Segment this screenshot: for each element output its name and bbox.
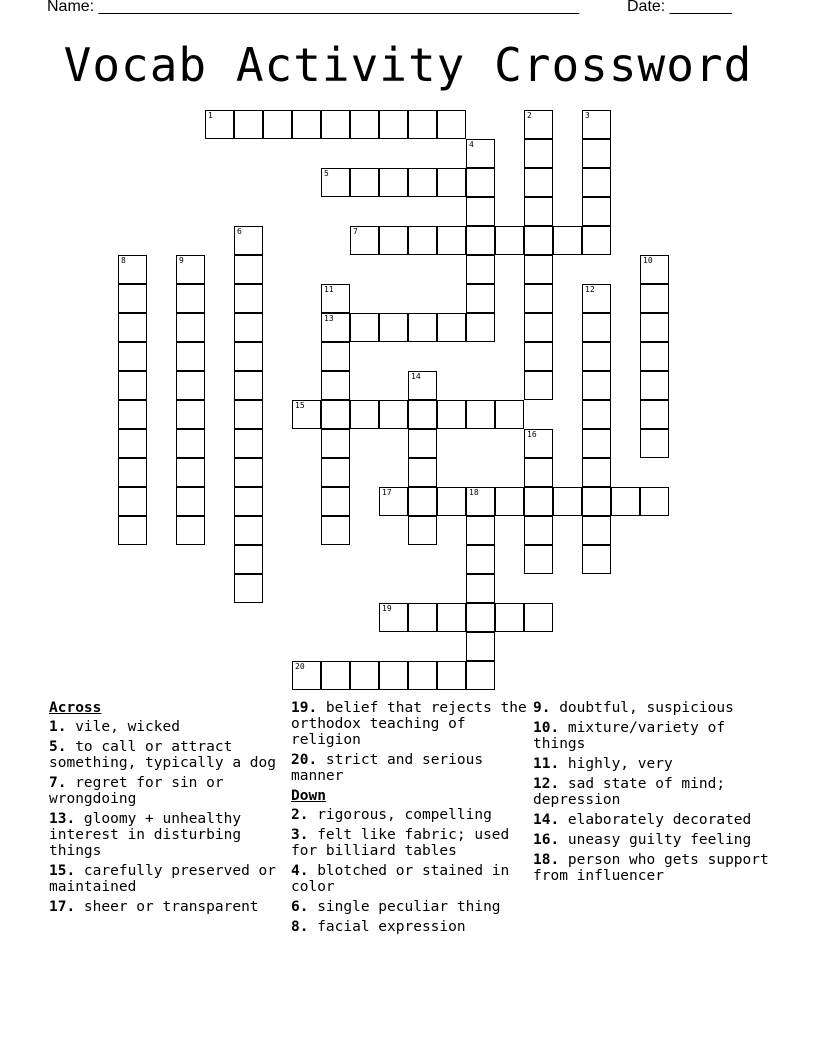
crossword-cell[interactable]	[379, 661, 408, 690]
crossword-cell[interactable]	[466, 284, 495, 313]
crossword-cell[interactable]	[234, 458, 263, 487]
crossword-cell[interactable]	[321, 487, 350, 516]
clue-item	[533, 720, 773, 752]
crossword-cell[interactable]	[176, 313, 205, 342]
down-heading: Down	[291, 788, 326, 804]
crossword-cell[interactable]	[292, 400, 321, 429]
clue-number: 10.	[533, 720, 560, 736]
crossword-cell[interactable]	[524, 139, 553, 168]
clue-column-3	[533, 700, 773, 888]
crossword-cell[interactable]	[118, 255, 147, 284]
crossword-cell[interactable]	[176, 255, 205, 284]
clue-text: belief that rejects the orthodox teaching of religion	[291, 700, 527, 748]
crossword-cell[interactable]	[437, 110, 466, 139]
clue-item	[49, 739, 287, 771]
clue-text: carefully preserved or maintained	[49, 863, 276, 895]
clue-column-2	[291, 700, 531, 939]
crossword-cell[interactable]	[321, 429, 350, 458]
clue-text: sheer or transparent	[75, 899, 259, 915]
crossword-cell[interactable]	[524, 197, 553, 226]
clue-text: blotched or stained in color	[291, 863, 510, 895]
clue-item	[291, 807, 531, 823]
crossword-cell[interactable]	[379, 168, 408, 197]
crossword-cell[interactable]	[640, 487, 669, 516]
clue-text: to call or attract something, typically a dog	[49, 739, 276, 771]
clue-text: highly, very	[559, 756, 673, 772]
clue-number-label: 17	[382, 488, 392, 497]
crossword-cell[interactable]	[118, 371, 147, 400]
clue-text: facial expression	[308, 919, 466, 935]
clue-number-label: 4	[469, 140, 474, 149]
clue-item	[291, 827, 531, 859]
crossword-cell[interactable]	[350, 661, 379, 690]
crossword-cell[interactable]	[176, 371, 205, 400]
crossword-cell[interactable]	[582, 342, 611, 371]
clue-number-label: 20	[295, 662, 305, 671]
crossword-cell[interactable]	[640, 400, 669, 429]
crossword-cell[interactable]	[524, 168, 553, 197]
crossword-cell[interactable]	[321, 661, 350, 690]
crossword-cell[interactable]	[466, 400, 495, 429]
crossword-cell[interactable]	[321, 400, 350, 429]
crossword-cell[interactable]	[640, 313, 669, 342]
crossword-cell[interactable]	[524, 371, 553, 400]
crossword-cell[interactable]	[524, 110, 553, 139]
crossword-cell[interactable]	[408, 400, 437, 429]
crossword-cell[interactable]	[292, 110, 321, 139]
crossword-cell[interactable]	[176, 516, 205, 545]
crossword-cell[interactable]	[495, 400, 524, 429]
clue-number-label: 10	[643, 256, 653, 265]
crossword-cell[interactable]	[466, 545, 495, 574]
crossword-cell[interactable]	[466, 574, 495, 603]
crossword-cell[interactable]	[524, 545, 553, 574]
crossword-cell[interactable]	[640, 255, 669, 284]
crossword-cell[interactable]	[234, 110, 263, 139]
clue-number: 13.	[49, 811, 76, 827]
crossword-cell[interactable]	[437, 313, 466, 342]
crossword-cell[interactable]	[466, 516, 495, 545]
clue-number: 2.	[291, 807, 309, 823]
clue-number: 18.	[533, 852, 560, 868]
crossword-cell[interactable]	[640, 284, 669, 313]
crossword-cell[interactable]	[466, 168, 495, 197]
clue-item	[291, 899, 531, 915]
clue-number: 16.	[533, 832, 560, 848]
clue-item	[533, 700, 773, 716]
crossword-cell[interactable]	[292, 661, 321, 690]
crossword-cell[interactable]	[350, 313, 379, 342]
crossword-cell[interactable]	[466, 632, 495, 661]
crossword-cell[interactable]	[350, 168, 379, 197]
crossword-cell[interactable]	[582, 168, 611, 197]
clue-number: 1.	[49, 719, 67, 735]
crossword-cell[interactable]	[524, 516, 553, 545]
clue-text: mixture/variety of things	[533, 720, 726, 752]
crossword-cell[interactable]	[582, 400, 611, 429]
clue-number-label: 1	[208, 111, 213, 120]
crossword-cell[interactable]	[205, 110, 234, 139]
date-field-label: Date: _______	[627, 0, 732, 15]
crossword-cell[interactable]	[408, 168, 437, 197]
clue-text: rigorous, compelling	[308, 807, 492, 823]
clue-number: 7.	[49, 775, 67, 791]
clue-number: 12.	[533, 776, 560, 792]
clue-text: gloomy + unhealthy interest in disturbing things	[49, 811, 242, 859]
crossword-cell[interactable]	[379, 226, 408, 255]
crossword-cell[interactable]	[524, 255, 553, 284]
clue-number: 14.	[533, 812, 560, 828]
down-clue-list-2	[533, 700, 773, 884]
across-clue-list-2	[291, 700, 531, 784]
crossword-cell[interactable]	[408, 661, 437, 690]
crossword-cell[interactable]	[524, 429, 553, 458]
clue-number: 4.	[291, 863, 309, 879]
clue-text: person who gets support from influencer	[533, 852, 769, 884]
clue-text: doubtful, suspicious	[550, 700, 734, 716]
crossword-cell[interactable]	[379, 110, 408, 139]
clue-number: 8.	[291, 919, 309, 935]
crossword-cell[interactable]	[466, 313, 495, 342]
crossword-cell[interactable]	[176, 487, 205, 516]
crossword-cell[interactable]	[611, 487, 640, 516]
crossword-cell[interactable]	[553, 487, 582, 516]
crossword-cell[interactable]	[524, 487, 553, 516]
crossword-cell[interactable]	[118, 400, 147, 429]
crossword-cell[interactable]	[466, 139, 495, 168]
clue-number: 15.	[49, 863, 76, 879]
crossword-cell[interactable]	[118, 429, 147, 458]
clue-number: 17.	[49, 899, 76, 915]
crossword-cell[interactable]	[379, 313, 408, 342]
crossword-cell[interactable]	[321, 371, 350, 400]
crossword-cell[interactable]	[408, 371, 437, 400]
clue-text: uneasy guilty feeling	[559, 832, 752, 848]
crossword-cell[interactable]	[495, 603, 524, 632]
clue-number-label: 18	[469, 488, 479, 497]
clue-item	[533, 776, 773, 808]
clue-number-label: 12	[585, 285, 595, 294]
crossword-cell[interactable]	[379, 603, 408, 632]
crossword-cell[interactable]	[582, 516, 611, 545]
crossword-cell[interactable]	[234, 574, 263, 603]
clue-number: 20.	[291, 752, 318, 768]
clue-number: 9.	[533, 700, 551, 716]
clue-number-label: 6	[237, 227, 242, 236]
crossword-cell[interactable]	[408, 226, 437, 255]
clue-number-label: 14	[411, 372, 421, 381]
crossword-cell[interactable]	[437, 226, 466, 255]
crossword-cell[interactable]	[321, 284, 350, 313]
crossword-cell[interactable]	[408, 110, 437, 139]
clue-column-1	[49, 700, 287, 919]
crossword-cell[interactable]	[321, 110, 350, 139]
crossword-cell[interactable]	[234, 516, 263, 545]
clue-text: felt like fabric; used for billiard tables	[291, 827, 510, 859]
crossword-cell[interactable]	[466, 197, 495, 226]
clue-number: 3.	[291, 827, 309, 843]
crossword-cell[interactable]	[321, 458, 350, 487]
clue-text: single peculiar thing	[308, 899, 501, 915]
clue-item	[291, 700, 531, 748]
crossword-cell[interactable]	[234, 545, 263, 574]
crossword-cell[interactable]	[350, 226, 379, 255]
clue-number: 19.	[291, 700, 318, 716]
clue-number-label: 7	[353, 227, 358, 236]
clue-item	[49, 863, 287, 895]
crossword-cell[interactable]	[466, 487, 495, 516]
crossword-cell[interactable]	[582, 429, 611, 458]
crossword-cell[interactable]	[437, 661, 466, 690]
clue-item	[533, 832, 773, 848]
crossword-cell[interactable]	[234, 284, 263, 313]
crossword-cell[interactable]	[466, 226, 495, 255]
crossword-cell[interactable]	[118, 487, 147, 516]
clue-item	[533, 812, 773, 828]
crossword-cell[interactable]	[466, 661, 495, 690]
clue-number-label: 3	[585, 111, 590, 120]
clue-item	[533, 852, 773, 884]
crossword-cell[interactable]	[321, 516, 350, 545]
crossword-cell[interactable]	[408, 313, 437, 342]
clue-text: vile, wicked	[66, 719, 180, 735]
clue-number: 11.	[533, 756, 560, 772]
clue-item	[49, 811, 287, 859]
crossword-cell[interactable]	[234, 255, 263, 284]
crossword-cell[interactable]	[408, 487, 437, 516]
down-clue-list-1	[291, 807, 531, 935]
crossword-cell[interactable]	[118, 313, 147, 342]
crossword-cell[interactable]	[118, 284, 147, 313]
clue-number-label: 8	[121, 256, 126, 265]
crossword-cell[interactable]	[176, 284, 205, 313]
clue-item	[291, 752, 531, 784]
crossword-cell[interactable]	[437, 168, 466, 197]
crossword-cell[interactable]	[234, 429, 263, 458]
clue-item	[533, 756, 773, 772]
crossword-cell[interactable]	[582, 226, 611, 255]
crossword-cell[interactable]	[263, 110, 292, 139]
crossword-cell[interactable]	[582, 487, 611, 516]
crossword-cell[interactable]	[524, 603, 553, 632]
crossword-cell[interactable]	[321, 313, 350, 342]
clue-number: 5.	[49, 739, 67, 755]
crossword-cell[interactable]	[582, 458, 611, 487]
crossword-cell[interactable]	[553, 226, 582, 255]
crossword-cell[interactable]	[408, 603, 437, 632]
crossword-cell[interactable]	[495, 226, 524, 255]
crossword-cell[interactable]	[234, 487, 263, 516]
crossword-cell[interactable]	[640, 342, 669, 371]
crossword-cell[interactable]	[234, 400, 263, 429]
clue-item	[49, 719, 287, 735]
crossword-cell[interactable]	[524, 342, 553, 371]
crossword-cell[interactable]	[640, 429, 669, 458]
name-field-label: Name: ______________________________________________________	[47, 0, 580, 15]
crossword-cell[interactable]	[118, 342, 147, 371]
crossword-cell[interactable]	[118, 516, 147, 545]
clue-number-label: 16	[527, 430, 537, 439]
crossword-cell[interactable]	[582, 545, 611, 574]
clue-number-label: 11	[324, 285, 334, 294]
crossword-cell[interactable]	[582, 139, 611, 168]
clue-text: regret for sin or wrongdoing	[49, 775, 224, 807]
clue-number-label: 2	[527, 111, 532, 120]
crossword-cell[interactable]	[524, 284, 553, 313]
crossword-cell[interactable]	[582, 284, 611, 313]
crossword-cell[interactable]	[321, 168, 350, 197]
crossword-cell[interactable]	[495, 487, 524, 516]
across-clue-list-1	[49, 719, 287, 915]
clue-text: strict and serious manner	[291, 752, 484, 784]
crossword-cell[interactable]	[524, 313, 553, 342]
clue-number-label: 15	[295, 401, 305, 410]
crossword-cell[interactable]	[408, 429, 437, 458]
crossword-cell[interactable]	[640, 371, 669, 400]
clue-number-label: 13	[324, 314, 334, 323]
clue-item	[291, 863, 531, 895]
crossword-cell[interactable]	[582, 371, 611, 400]
crossword-cell[interactable]	[176, 429, 205, 458]
page-title: Vocab Activity Crossword	[63, 38, 753, 92]
crossword-cell[interactable]	[321, 342, 350, 371]
clue-item	[49, 775, 287, 807]
crossword-cell[interactable]	[437, 400, 466, 429]
crossword-cell[interactable]	[176, 342, 205, 371]
across-heading: Across	[49, 700, 102, 716]
crossword-cell[interactable]	[408, 516, 437, 545]
crossword-cell[interactable]	[437, 603, 466, 632]
crossword-cell[interactable]	[524, 458, 553, 487]
clue-number: 6.	[291, 899, 309, 915]
clue-number-label: 19	[382, 604, 392, 613]
crossword-cell[interactable]	[350, 110, 379, 139]
crossword-cell[interactable]	[234, 226, 263, 255]
crossword-cell[interactable]	[234, 371, 263, 400]
clue-item	[291, 919, 531, 935]
crossword-cell[interactable]	[350, 400, 379, 429]
crossword-cell[interactable]	[118, 458, 147, 487]
crossword-cell[interactable]	[466, 603, 495, 632]
crossword-cell[interactable]	[176, 400, 205, 429]
crossword-cell[interactable]	[379, 400, 408, 429]
clue-text: elaborately decorated	[559, 812, 752, 828]
crossword-cell[interactable]	[379, 487, 408, 516]
clue-number-label: 9	[179, 256, 184, 265]
clue-item	[49, 899, 287, 915]
crossword-cell[interactable]	[582, 110, 611, 139]
crossword-cell[interactable]	[408, 458, 437, 487]
crossword-cell[interactable]	[466, 255, 495, 284]
crossword-cell[interactable]	[437, 487, 466, 516]
crossword-cell[interactable]	[234, 313, 263, 342]
crossword-cell[interactable]	[176, 458, 205, 487]
clue-text: sad state of mind; depression	[533, 776, 726, 808]
crossword-cell[interactable]	[582, 313, 611, 342]
crossword-cell[interactable]	[582, 197, 611, 226]
clue-number-label: 5	[324, 169, 329, 178]
crossword-cell[interactable]	[524, 226, 553, 255]
crossword-cell[interactable]	[234, 342, 263, 371]
